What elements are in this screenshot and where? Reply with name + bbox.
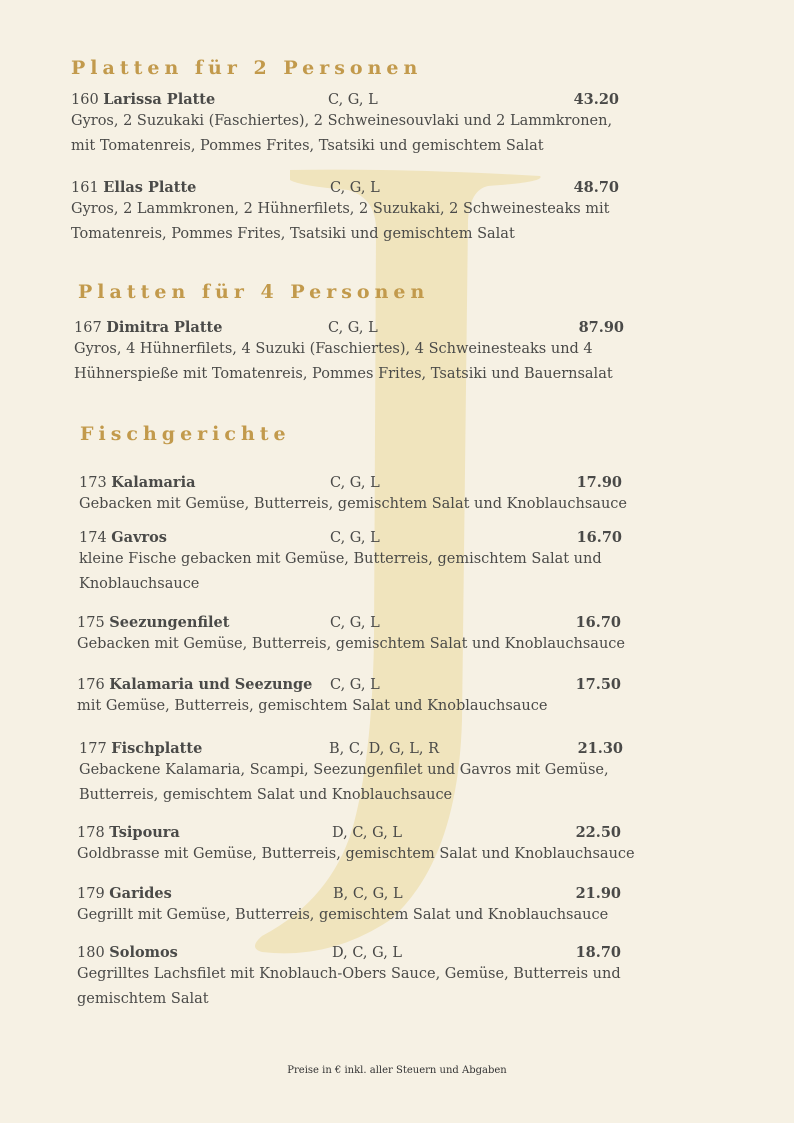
item-name: Ellas Platte — [103, 179, 197, 196]
item-price: 17.50 — [575, 676, 621, 693]
item-number: 160 — [71, 92, 99, 108]
menu-item-177 — [79, 738, 639, 808]
item-description: Gegrillt mit Gemüse, Butterreis, gemischtem Salat und Knoblauchsauce — [77, 907, 609, 923]
item-allergens: C, G, L — [328, 92, 378, 108]
item-description: Gebacken mit Gemüse, Butterreis, gemischtem Salat und Knoblauchsauce — [79, 496, 627, 512]
item-allergens: B, C, G, L — [333, 886, 403, 902]
menu-item-161 — [71, 177, 631, 247]
item-name: Kalamaria — [111, 474, 196, 491]
item-name: Seezungenfilet — [109, 614, 230, 631]
item-price: 16.70 — [576, 529, 622, 546]
item-description: mit Gemüse, Butterreis, gemischtem Salat und Knoblauchsauce — [77, 698, 548, 714]
item-name: Solomos — [109, 944, 178, 961]
item-allergens: D, C, G, L — [332, 825, 403, 841]
item-number: 177 — [79, 741, 107, 757]
menu-item-178 — [77, 822, 637, 867]
item-description: Goldbrasse mit Gemüse, Butterreis, gemischtem Salat und Knoblauchsauce — [77, 846, 635, 862]
item-price: 18.70 — [575, 944, 621, 961]
item-number: 161 — [71, 180, 99, 196]
menu-item-160 — [71, 89, 631, 159]
item-allergens: D, C, G, L — [332, 945, 403, 961]
menu-item-175 — [77, 612, 637, 657]
item-allergens: B, C, D, G, L, R — [329, 741, 440, 757]
item-description: Gyros, 2 Lammkronen, 2 Hühnerfilets, 2 Suzukaki, 2 Schweinesteaks mit Tomatenreis, Pommes Frites, Tsatsiki und gemischtem Salat — [71, 201, 610, 242]
item-description: Gegrilltes Lachsfilet mit Knoblauch-Obers Sauce, Gemüse, Butterreis und gemischtem Salat — [77, 966, 621, 1007]
item-price: 48.70 — [573, 179, 619, 196]
item-price: 17.90 — [576, 474, 622, 491]
item-allergens: C, G, L — [330, 530, 380, 546]
item-description: Gebackene Kalamaria, Scampi, Seezungenfilet und Gavros mit Gemüse, Butterreis, gemischtem Salat und Knoblauchsauce — [79, 762, 609, 803]
menu-item-174 — [79, 527, 639, 597]
item-price: 21.30 — [577, 740, 623, 757]
item-name: Larissa Platte — [103, 91, 216, 108]
menu-item-176 — [77, 674, 637, 719]
item-number: 167 — [74, 320, 102, 336]
item-price: 87.90 — [578, 319, 624, 336]
item-name: Tsipoura — [109, 824, 180, 841]
item-number: 180 — [77, 945, 105, 961]
item-allergens: C, G, L — [328, 320, 378, 336]
menu-item-167 — [74, 317, 634, 387]
item-price: 16.70 — [575, 614, 621, 631]
section-title-platten-4-personen: Platten für 4 Personen — [78, 281, 430, 303]
menu-item-173 — [79, 472, 639, 517]
item-allergens: C, G, L — [330, 615, 380, 631]
item-allergens: C, G, L — [330, 180, 380, 196]
item-number: 178 — [77, 825, 105, 841]
item-price: 43.20 — [573, 91, 619, 108]
item-number: 173 — [79, 475, 107, 491]
item-number: 175 — [77, 615, 105, 631]
item-name: Gavros — [111, 529, 167, 546]
section-title-fischgerichte: Fischgerichte — [80, 423, 291, 445]
item-number: 176 — [77, 677, 105, 693]
item-price: 21.90 — [575, 885, 621, 902]
item-name: Dimitra Platte — [106, 319, 223, 336]
item-number: 179 — [77, 886, 105, 902]
item-description: Gebacken mit Gemüse, Butterreis, gemischtem Salat und Knoblauchsauce — [77, 636, 625, 652]
item-name: Kalamaria und Seezunge — [109, 676, 313, 693]
item-name: Fischplatte — [111, 740, 203, 757]
item-allergens: C, G, L — [330, 677, 380, 693]
item-name: Garides — [109, 885, 172, 902]
section-title-platten-2-personen: Platten für 2 Personen — [71, 57, 423, 79]
menu-item-179 — [77, 883, 637, 928]
item-price: 22.50 — [575, 824, 621, 841]
menu-item-180 — [77, 942, 637, 1012]
item-number: 174 — [79, 530, 107, 546]
item-allergens: C, G, L — [330, 475, 380, 491]
item-description: Gyros, 2 Suzukaki (Faschiertes), 2 Schweinesouvlaki und 2 Lammkronen, mit Tomatenreis, Pommes Frites, Tsatsiki und gemischtem Salat — [71, 113, 613, 154]
item-description: kleine Fische gebacken mit Gemüse, Butterreis, gemischtem Salat und Knoblauchsauce — [79, 551, 602, 592]
price-footnote: Preise in € inkl. aller Steuern und Abgaben — [287, 1065, 507, 1076]
item-description: Gyros, 4 Hühnerfilets, 4 Suzuki (Faschiertes), 4 Schweinesteaks und 4 Hühnerspieße mit Tomatenreis, Pommes Frites, Tsatsiki und Bauernsalat — [74, 341, 613, 382]
